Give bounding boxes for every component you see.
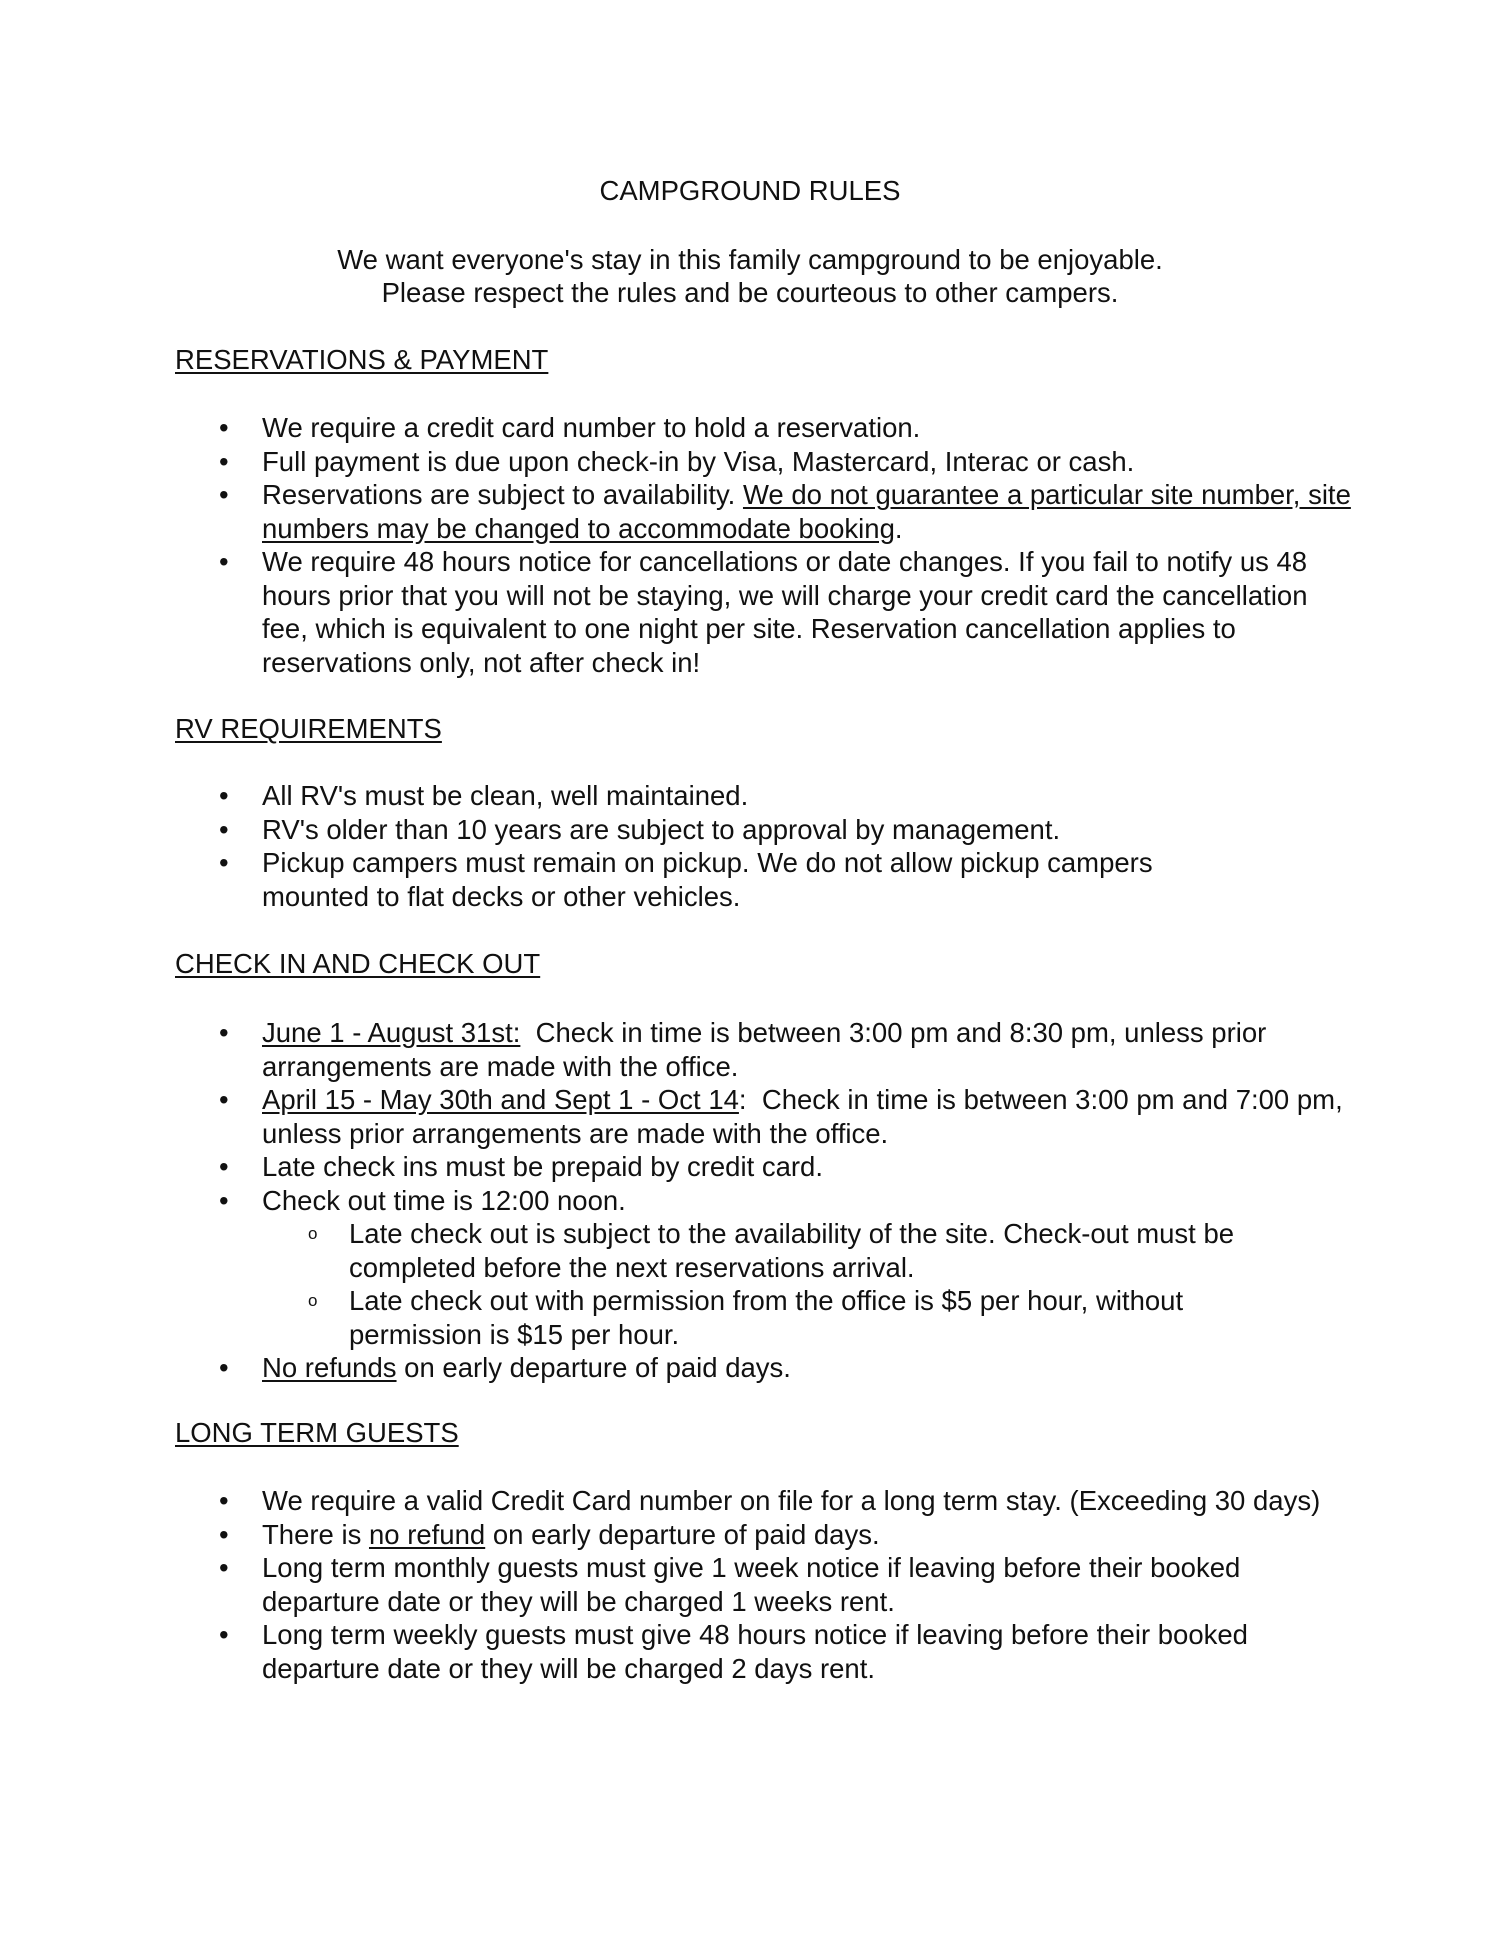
section-heading-longterm: LONG TERM GUESTS: [175, 1417, 459, 1448]
underlined-text: no refund: [368, 1518, 486, 1550]
rv-list: [0, 779, 1360, 913]
list-item: • Late check ins must be prepaid by credit card.: [0, 1150, 1360, 1184]
item-text: Reservations are subject to availability.: [262, 479, 743, 510]
intro-line: We want everyone's stay in this family campground to be enjoyable.: [337, 244, 1163, 275]
list-item: • Long term weekly guests must give 48 hours notice if leaving before their booked departure date or they will be charged 2 days rent.: [0, 1618, 1360, 1685]
list-item: [0, 1518, 1360, 1552]
longterm-list: [0, 1484, 1360, 1685]
list-item: • We require 48 hours notice for cancellations or date changes. If you fail to notify us 48 hours prior that you will not be staying, we will charge your credit card the cancellation fee, which is equivalent to one night per site. Reservation cancellation applies to reservations only, not after check in!: [0, 545, 1360, 679]
item-text: : Check in time is between 3:00 pm and 7:00 pm, unless prior arrangements are made with the office.: [262, 1084, 1351, 1149]
list-item: [0, 1016, 1360, 1083]
list-item: • Check out time is 12:00 noon.: [0, 1184, 1360, 1218]
underlined-text: We do not guarantee a particular site number, site numbers may be changed to accommodate booking: [262, 479, 1351, 544]
item-text: Check in time is between 3:00 pm and 8:30 pm, unless prior arrangements are made with the office.: [262, 1017, 1274, 1082]
item-text: on early departure of paid days.: [485, 1518, 880, 1550]
list-item: [0, 1083, 1360, 1150]
list-item: • We require a valid Credit Card number on file for a long term stay. (Exceeding 30 days): [0, 1484, 1360, 1518]
item-text: .: [894, 512, 903, 544]
item-text: on early departure of paid days.: [396, 1352, 791, 1383]
underlined-text: June 1 - August 31st:: [262, 1017, 521, 1048]
list-item: • Pickup campers must remain on pickup. We do not allow pickup campers mounted to flat decks or other vehicles.: [0, 846, 1360, 913]
list-item: • RV's older than 10 years are subject to approval by management.: [0, 813, 1360, 847]
section-heading-rv: RV REQUIREMENTS: [175, 713, 442, 744]
list-item: • All RV's must be clean, well maintained.: [0, 779, 1360, 813]
underlined-text: April 15 - May 30th and Sept 1 - Oct 14: [262, 1084, 739, 1115]
item-text: There is: [262, 1518, 369, 1550]
intro-line: Please respect the rules and be courteous to other campers.: [381, 277, 1119, 308]
section-heading-reservations: RESERVATIONS & PAYMENT: [175, 344, 549, 375]
list-item: • Long term monthly guests must give 1 week notice if leaving before their booked departure date or they will be charged 1 weeks rent.: [0, 1551, 1360, 1618]
sub-list-item: o Late check out with permission from the office is $5 per hour, without permission is $15 per hour.: [0, 1284, 1360, 1351]
page-title: CAMPGROUND RULES: [599, 175, 901, 206]
list-item: [0, 478, 1360, 545]
underlined-text: No refunds: [262, 1352, 397, 1383]
section-heading-checkin: CHECK IN AND CHECK OUT: [175, 948, 541, 979]
reservations-list: [0, 411, 1360, 679]
list-item: • We require a credit card number to hold a reservation.: [0, 411, 1360, 445]
checkin-list: [0, 1016, 1360, 1385]
sub-list-item: o Late check out is subject to the availability of the site. Check-out must be completed before the next reservations arrival.: [0, 1217, 1360, 1284]
list-item: • Full payment is due upon check-in by Visa, Mastercard, Interac or cash.: [0, 445, 1360, 479]
list-item: [0, 1351, 1360, 1385]
